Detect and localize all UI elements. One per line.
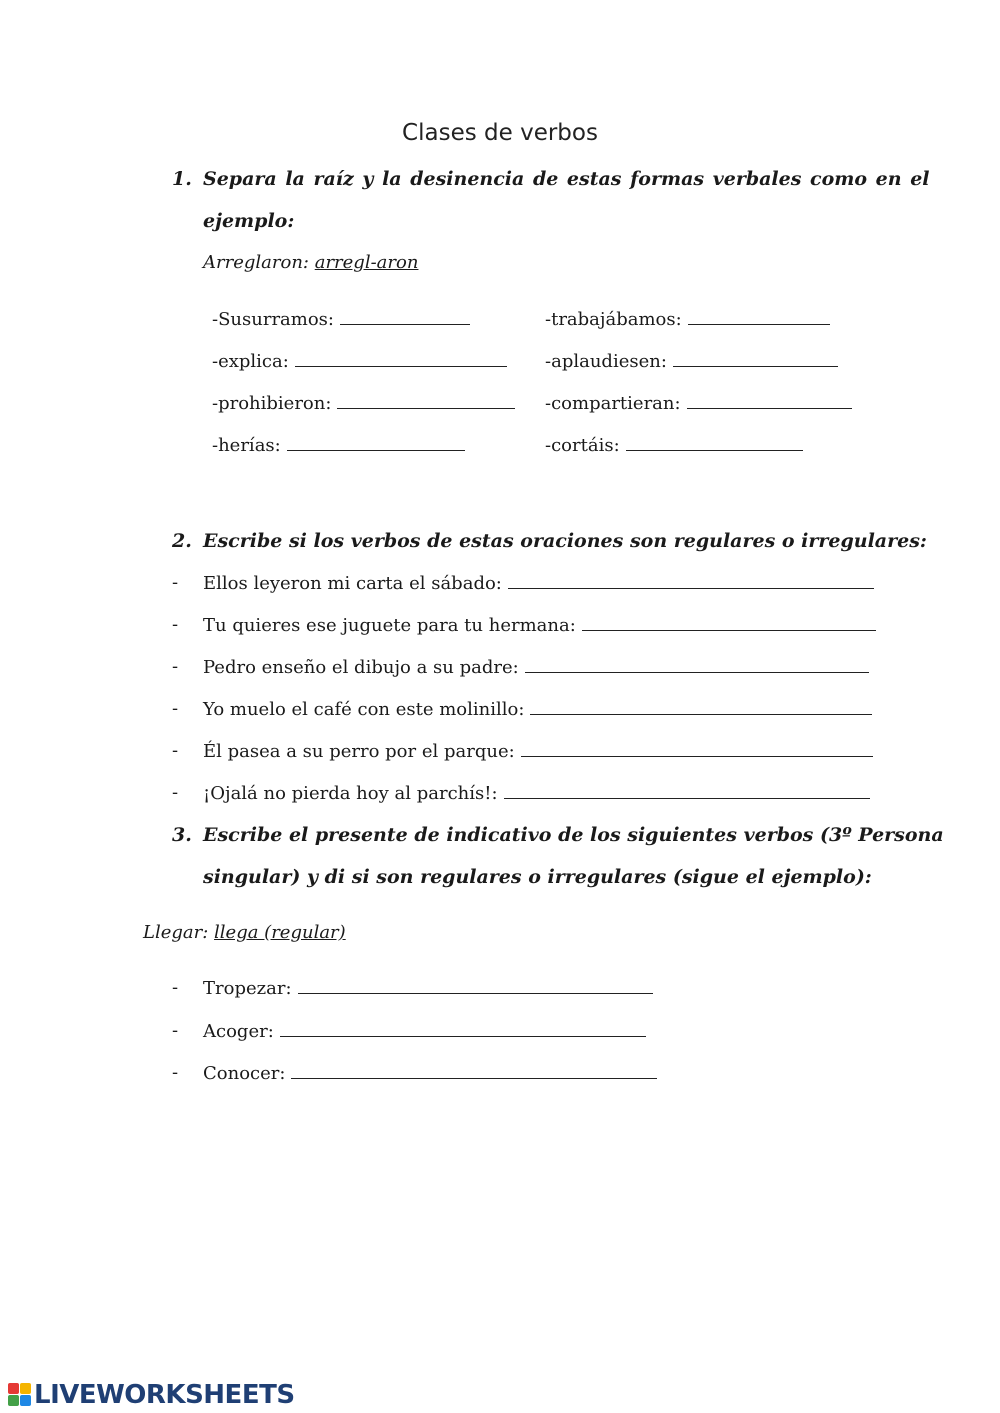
sentence-text: ¡Ojalá no pierda hoy al parchís!: bbox=[203, 783, 498, 804]
sentence-item bbox=[203, 740, 873, 762]
verb-label: Tropezar: bbox=[203, 978, 292, 999]
bullet-dash: - bbox=[172, 782, 179, 803]
verb-label: -cortáis: bbox=[545, 435, 620, 456]
question-3-text-line1: Escribe el presente de indicativo de los siguientes verbos (3º Persona bbox=[203, 824, 944, 846]
answer-blank[interactable] bbox=[521, 740, 873, 757]
answer-blank[interactable] bbox=[688, 308, 830, 325]
answer-blank[interactable] bbox=[530, 698, 872, 715]
bullet-dash: - bbox=[172, 740, 179, 761]
question-1-text-line1: Separa la raíz y la desinencia de estas formas verbales como en el bbox=[203, 168, 930, 190]
bullet-dash: - bbox=[172, 1062, 179, 1083]
answer-blank[interactable] bbox=[687, 392, 852, 409]
verb-label: -explica: bbox=[212, 351, 289, 372]
answer-blank[interactable] bbox=[673, 350, 838, 367]
answer-blank[interactable] bbox=[508, 572, 874, 589]
verb-item bbox=[545, 434, 803, 456]
verb-label: Acoger: bbox=[203, 1021, 274, 1042]
verb-item bbox=[212, 434, 465, 456]
verb-item bbox=[203, 1020, 646, 1042]
question-3-example bbox=[143, 922, 346, 943]
verb-item bbox=[545, 308, 830, 330]
answer-blank[interactable] bbox=[582, 614, 876, 631]
answer-blank[interactable] bbox=[298, 977, 653, 994]
verb-item bbox=[212, 350, 507, 372]
sentence-text: Yo muelo el café con este molinillo: bbox=[203, 699, 525, 720]
verb-label: -herías: bbox=[212, 435, 281, 456]
question-3-text-line2: singular) y di si son regulares o irregulares (sigue el ejemplo): bbox=[203, 866, 872, 888]
bullet-dash: - bbox=[172, 614, 179, 635]
answer-blank[interactable] bbox=[340, 308, 470, 325]
example-label: Arreglaron: bbox=[203, 252, 309, 273]
answer-blank[interactable] bbox=[504, 782, 870, 799]
bullet-dash: - bbox=[172, 977, 179, 998]
bullet-dash: - bbox=[172, 698, 179, 719]
question-3-number: 3. bbox=[172, 824, 192, 846]
liveworksheets-logo[interactable] bbox=[8, 1380, 295, 1410]
answer-blank[interactable] bbox=[295, 350, 507, 367]
verb-label: -compartieran: bbox=[545, 393, 681, 414]
sentence-item bbox=[203, 782, 870, 804]
verb-label: -aplaudiesen: bbox=[545, 351, 667, 372]
verb-item bbox=[545, 392, 852, 414]
question-2-text: Escribe si los verbos de estas oraciones son regulares o irregulares: bbox=[203, 530, 927, 552]
sentence-item bbox=[203, 614, 876, 636]
question-2-number: 2. bbox=[172, 530, 192, 552]
sentence-text: Él pasea a su perro por el parque: bbox=[203, 741, 515, 762]
logo-text: LIVEWORKSHEETS bbox=[34, 1380, 295, 1410]
verb-label: -Susurramos: bbox=[212, 309, 334, 330]
example-label: Llegar: bbox=[143, 922, 209, 943]
answer-blank[interactable] bbox=[525, 656, 869, 673]
answer-blank[interactable] bbox=[291, 1062, 657, 1079]
example-answer: arregl-aron bbox=[314, 252, 419, 273]
logo-blocks-icon bbox=[8, 1383, 32, 1407]
sentence-item bbox=[203, 656, 869, 678]
sentence-text: Ellos leyeron mi carta el sábado: bbox=[203, 573, 502, 594]
page-title: Clases de verbos bbox=[402, 120, 598, 146]
question-1-text-line2: ejemplo: bbox=[203, 210, 295, 232]
example-answer: llega (regular) bbox=[214, 922, 346, 943]
bullet-dash: - bbox=[172, 1020, 179, 1041]
verb-item bbox=[545, 350, 838, 372]
answer-blank[interactable] bbox=[280, 1020, 646, 1037]
verb-item bbox=[203, 1062, 657, 1084]
bullet-dash: - bbox=[172, 656, 179, 677]
sentence-text: Pedro enseño el dibujo a su padre: bbox=[203, 657, 519, 678]
sentence-item bbox=[203, 698, 872, 720]
verb-label: Conocer: bbox=[203, 1063, 286, 1084]
answer-blank[interactable] bbox=[337, 392, 515, 409]
sentence-text: Tu quieres ese juguete para tu hermana: bbox=[203, 615, 576, 636]
verb-item bbox=[203, 977, 653, 999]
question-1-example bbox=[203, 252, 418, 273]
bullet-dash: - bbox=[172, 572, 179, 593]
verb-item bbox=[212, 308, 470, 330]
sentence-item bbox=[203, 572, 874, 594]
verb-label: -trabajábamos: bbox=[545, 309, 682, 330]
verb-item bbox=[212, 392, 515, 414]
answer-blank[interactable] bbox=[626, 434, 803, 451]
question-1-number: 1. bbox=[172, 168, 192, 190]
verb-label: -prohibieron: bbox=[212, 393, 332, 414]
answer-blank[interactable] bbox=[287, 434, 465, 451]
